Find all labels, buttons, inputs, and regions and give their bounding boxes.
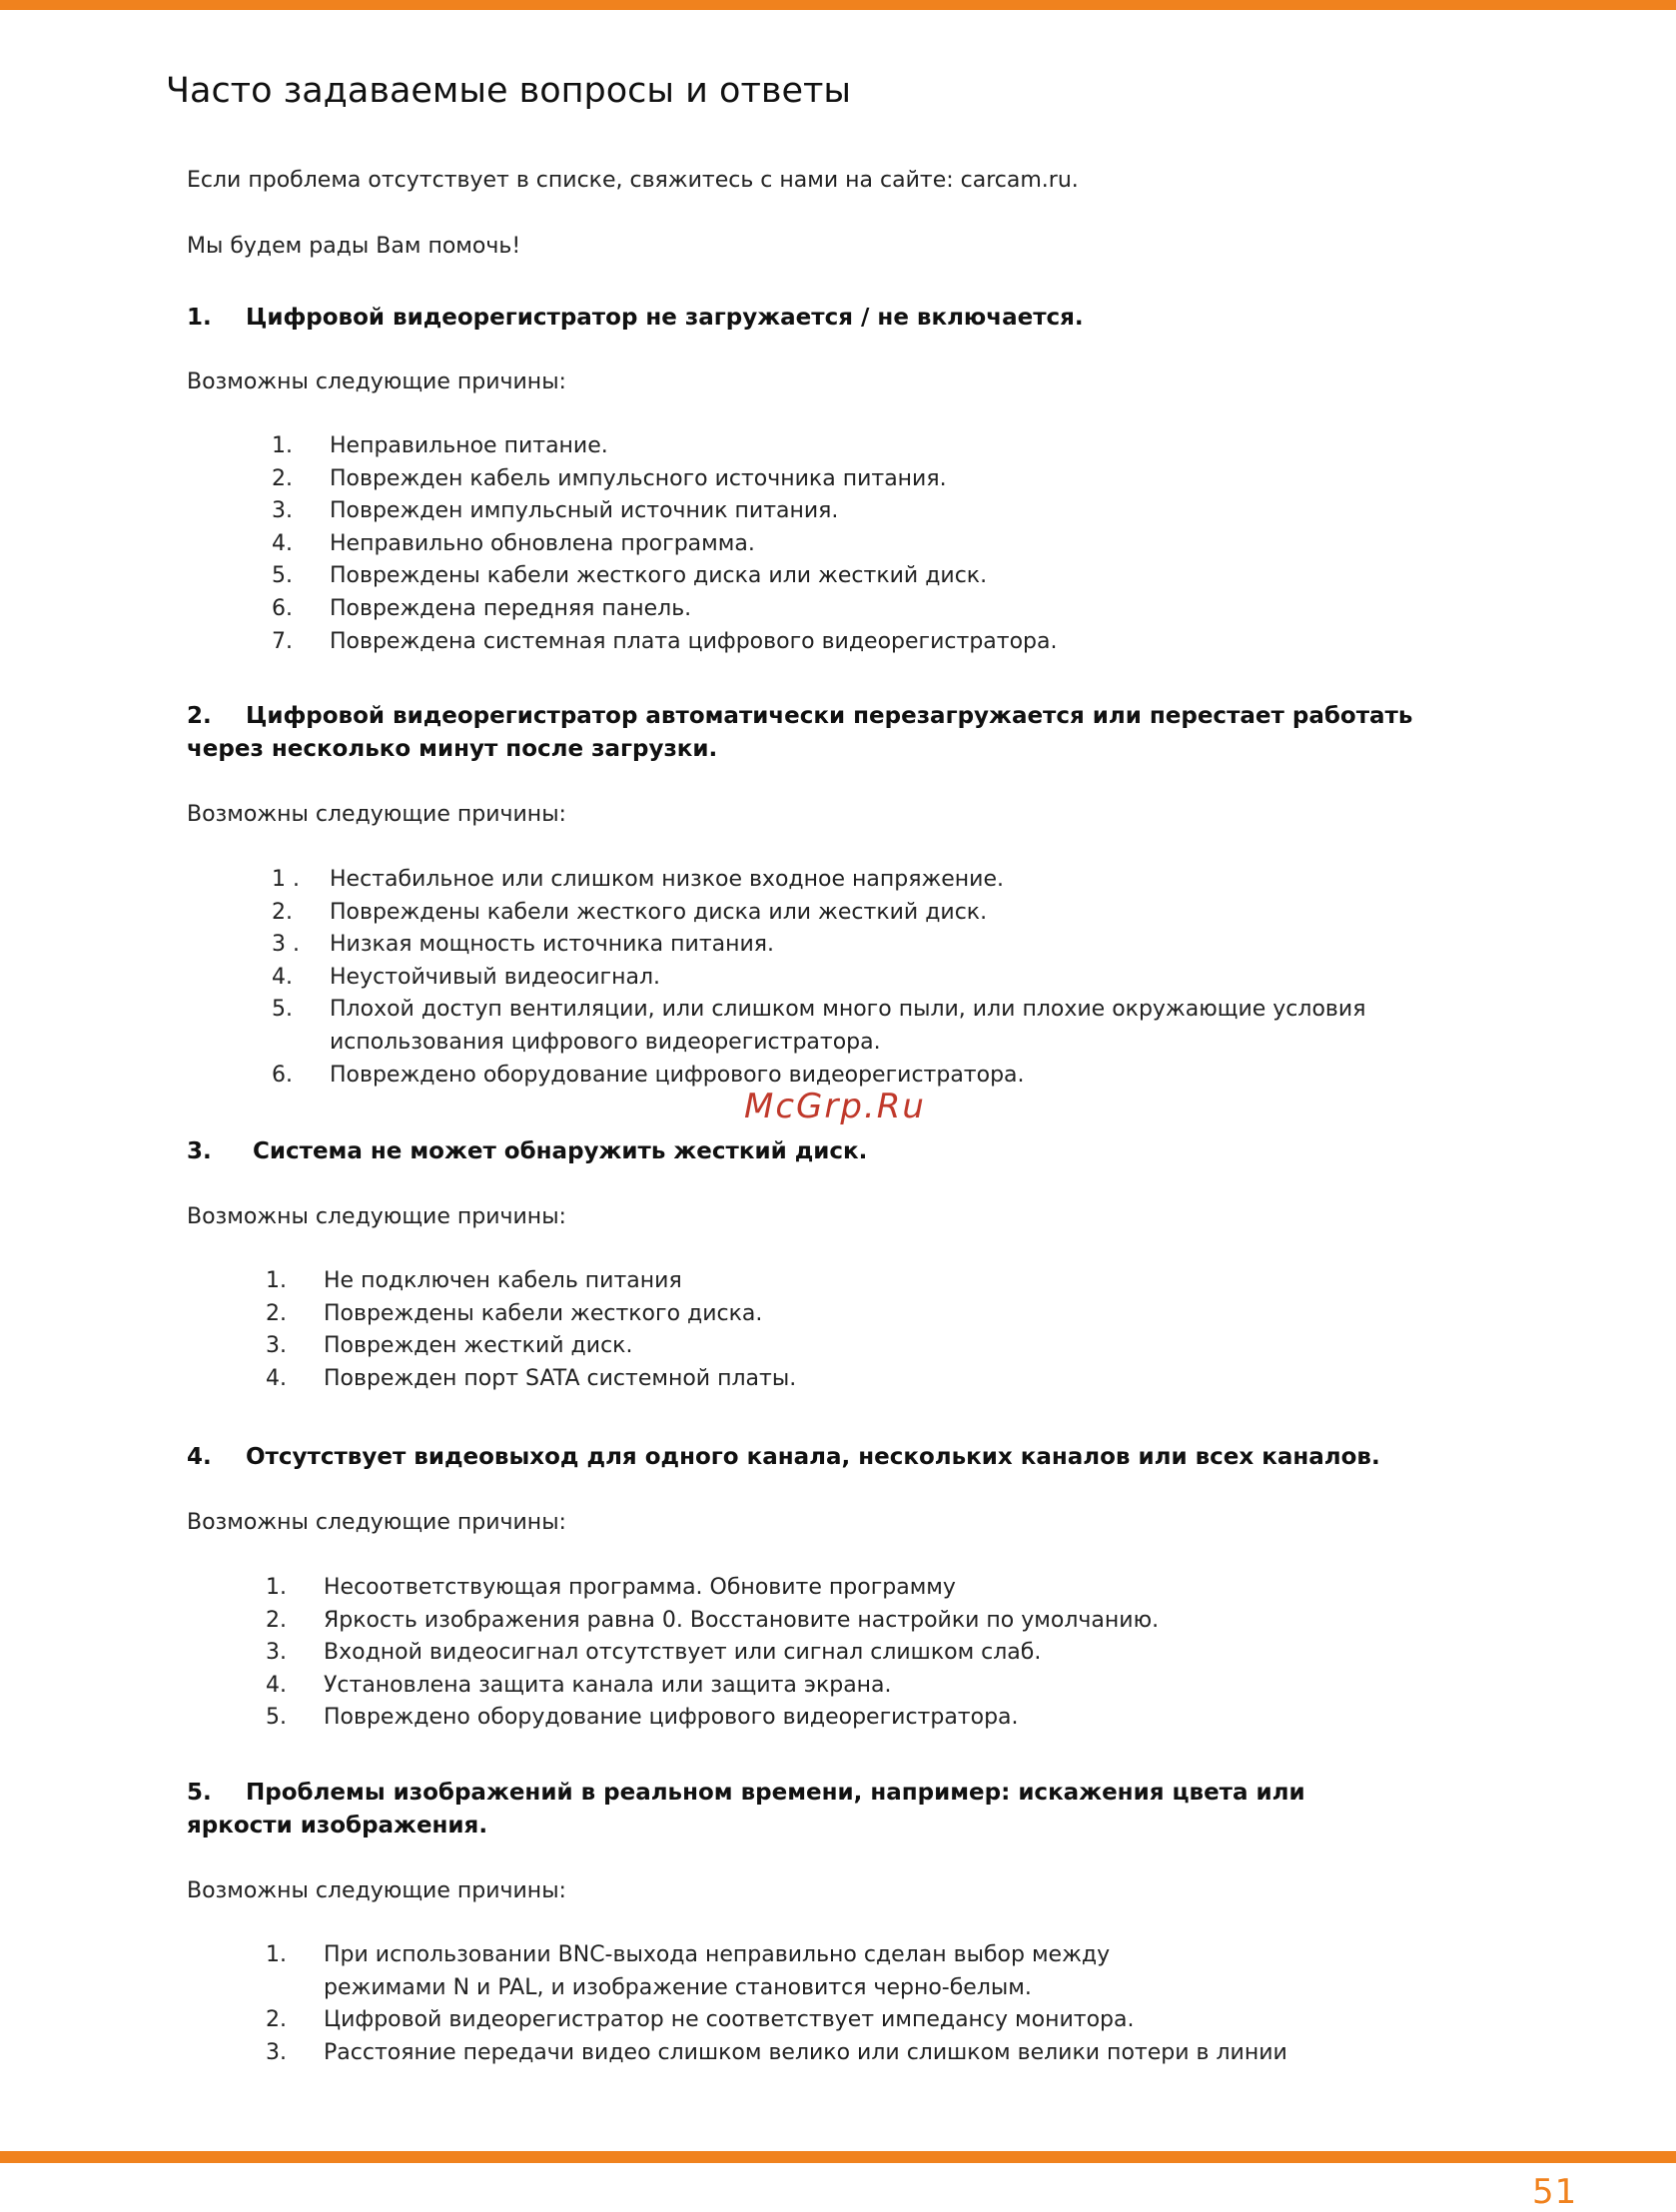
faq-section-5 (187, 1777, 1425, 2069)
list-item (187, 528, 1425, 561)
list-item (187, 1572, 1425, 1605)
item-text: Цифровой видеорегистратор не соответствует импедансу монитора. (324, 2007, 1135, 2033)
item-text: Повреждены кабели жесткого диска или жесткий диск. (330, 563, 988, 589)
reasons-label: Возможны следующие причины: (187, 1878, 566, 1903)
reasons-list (187, 864, 1425, 1092)
question-number: 5. (187, 1780, 212, 1806)
list-item (187, 1670, 1425, 1703)
question-heading (187, 1135, 1425, 1168)
bottom-accent-bar (0, 2151, 1676, 2163)
question-heading (187, 700, 1425, 733)
list-item (187, 1637, 1425, 1670)
list-item (187, 593, 1425, 626)
item-text: Поврежден порт SATA системной платы. (324, 1365, 797, 1391)
item-text: Повреждена передняя панель. (330, 595, 692, 621)
item-text: Низкая мощность источника питания. (330, 932, 775, 958)
item-text: Плохой доступ вентиляции, или слишком много пыли, или плохие окружающие условия (330, 997, 1366, 1023)
reasons-list (187, 1265, 1425, 1395)
intro-contact-text: Если проблема отсутствует в списке, свяжитесь с нами на сайте: carcam.ru. (187, 168, 1079, 193)
list-item (187, 430, 1425, 463)
reasons-list (187, 430, 1425, 658)
page-title: Часто задаваемые вопросы и ответы (166, 71, 852, 111)
reasons-list (187, 1939, 1425, 2069)
item-number: 1. (266, 1575, 287, 1600)
question-heading (187, 1777, 1425, 1810)
item-number: 4. (272, 530, 293, 556)
item-number: 2. (266, 1300, 287, 1326)
item-text-continued: режимами N и PAL, и изображение становится черно-белым. (324, 1974, 1032, 2000)
list-item (187, 1298, 1425, 1331)
item-number: 3. (266, 1333, 287, 1359)
faq-section-4 (187, 1441, 1425, 1735)
item-text: Повреждены кабели жесткого диска или жесткий диск. (330, 899, 988, 925)
item-text: Входной видеосигнал отсутствует или сигнал слишком слаб. (324, 1640, 1042, 1666)
intro-help-text: Мы будем рады Вам помочь! (187, 234, 521, 259)
item-text: Повреждены кабели жесткого диска. (324, 1300, 763, 1326)
list-item (187, 1265, 1425, 1298)
item-number: 3. (272, 498, 293, 524)
item-text: Несоответствующая программа. Обновите программу (324, 1575, 956, 1600)
watermark-text: McGrp.Ru (744, 1087, 926, 1126)
item-number: 5. (272, 997, 293, 1023)
item-text: Поврежден жесткий диск. (324, 1333, 633, 1359)
list-item (187, 495, 1425, 528)
question-heading-line2: через несколько минут после загрузки. (187, 736, 718, 762)
question-number: 3. (187, 1138, 212, 1164)
list-item (187, 626, 1425, 659)
item-number: 5. (272, 563, 293, 589)
item-text: Не подключен кабель питания (324, 1268, 682, 1293)
question-number: 4. (187, 1444, 212, 1470)
item-text: Неправильное питание. (330, 433, 608, 458)
reasons-list (187, 1572, 1425, 1735)
faq-section-3 (187, 1135, 1425, 1395)
list-item (187, 2037, 1425, 2070)
item-number: 4. (266, 1672, 287, 1698)
list-item (187, 2004, 1425, 2037)
list-item (187, 962, 1425, 995)
item-text: Яркость изображения равна 0. Восстановите настройки по умолчанию. (324, 1607, 1160, 1633)
list-item (187, 897, 1425, 930)
item-number: 2. (272, 465, 293, 491)
item-text: Нестабильное или слишком низкое входное напряжение. (330, 867, 1005, 892)
item-number: 1. (266, 1942, 287, 1967)
reasons-label: Возможны следующие причины: (187, 802, 566, 827)
top-accent-bar (0, 0, 1676, 10)
item-text-continued: использования цифрового видеорегистратора. (330, 1029, 881, 1055)
item-text: Установлена защита канала или защита экрана. (324, 1672, 892, 1698)
item-number: 6. (272, 595, 293, 621)
item-text: При использовании BNC-выхода неправильно сделан выбор между (324, 1942, 1111, 1967)
question-text: Отсутствует видеовыход для одного канала, нескольких каналов или всех каналов. (246, 1444, 1380, 1470)
item-text: Неправильно обновлена программа. (330, 530, 755, 556)
item-text: Повреждено оборудование цифрового видеорегистратора. (324, 1705, 1019, 1731)
item-number: 7. (272, 628, 293, 654)
question-heading (187, 1441, 1425, 1474)
question-text: Цифровой видеорегистратор не загружается / не включается. (246, 305, 1084, 331)
faq-section-2 (187, 700, 1425, 1092)
faq-section-1 (187, 302, 1425, 658)
item-number: 1. (272, 433, 293, 458)
list-item (187, 1702, 1425, 1735)
item-number: 2. (272, 899, 293, 925)
question-heading-line2: яркости изображения. (187, 1813, 488, 1839)
list-item (187, 929, 1425, 962)
question-text: Проблемы изображений в реальном времени, например: искажения цвета или (246, 1780, 1305, 1806)
item-text: Повреждена системная плата цифрового видеорегистратора. (330, 628, 1058, 654)
page-number: 51 (1532, 2172, 1578, 2212)
item-text: Расстояние передачи видео слишком велико или слишком велики потери в линии (324, 2039, 1287, 2065)
reasons-label: Возможны следующие причины: (187, 1510, 566, 1535)
item-number: 1. (266, 1268, 287, 1293)
list-item (187, 1330, 1425, 1363)
item-number: 1 . (272, 867, 300, 892)
item-number: 3 . (272, 932, 300, 958)
list-item (187, 994, 1425, 1059)
question-text: Система не может обнаружить жесткий диск. (253, 1138, 868, 1164)
list-item (187, 1939, 1425, 2004)
question-heading (187, 302, 1425, 335)
item-text: Повреждено оборудование цифрового видеорегистратора. (330, 1062, 1025, 1088)
item-number: 3. (266, 1640, 287, 1666)
list-item (187, 463, 1425, 496)
list-item (187, 1363, 1425, 1396)
list-item (187, 560, 1425, 593)
question-number: 2. (187, 703, 212, 729)
list-item (187, 1605, 1425, 1638)
list-item (187, 864, 1425, 897)
item-number: 5. (266, 1705, 287, 1731)
item-text: Неустойчивый видеосигнал. (330, 964, 661, 990)
question-number: 1. (187, 305, 212, 331)
item-number: 2. (266, 1607, 287, 1633)
question-text: Цифровой видеорегистратор автоматически перезагружается или перестает работать (246, 703, 1413, 729)
reasons-label: Возможны следующие причины: (187, 369, 566, 394)
item-number: 2. (266, 2007, 287, 2033)
item-number: 6. (272, 1062, 293, 1088)
item-number: 4. (272, 964, 293, 990)
item-text: Поврежден кабель импульсного источника питания. (330, 465, 947, 491)
item-number: 3. (266, 2039, 287, 2065)
item-text: Поврежден импульсный источник питания. (330, 498, 839, 524)
item-number: 4. (266, 1365, 287, 1391)
reasons-label: Возможны следующие причины: (187, 1204, 566, 1229)
